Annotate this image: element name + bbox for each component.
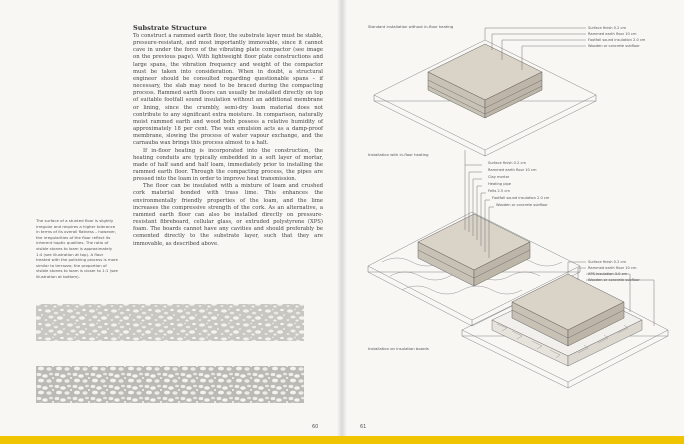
section-heading: Substrate Structure [133,24,207,32]
paragraph-3: The floor can be insulated with a mixture of loam and crushed cork material bonded with trass lime. This enhances the environmentally friendly properties of the loam, and the lime increases the compressive strength of the cork. As an alternative, a rammed earth floor can also be installed directly on pressure-resistant fibreboard, cellular glass, or extruded polystyrene (XPS) foam. The boards cannot have any cavities and should preferably be cemented directly to the substrate layer, such that they are immovable, as described above. [133,183,323,247]
side-note: The surface of a stunted floor is slightly irregular and requires a higher tolerance in terms of its overall flatness – however, the irregularities of the floor reflect its inherent haptic qualities. The ratio of visible stones to loam is approximately 1:4 (see illustration at top). A floor treated with the polishing process is more similar to terrazzo; the proportion of visible stones to loam is closer to 1:1 (see illustration at bottom). [36,218,118,279]
rough-floor-texture [36,304,304,341]
label-d2-2: Rammed earth floor 10 cm [488,168,537,172]
label-d3-2: Rammed earth floor 10 cm [588,266,637,270]
label-d1-3: Footfall sound insulation 2.0 cm [588,38,646,42]
label-d2-4: Heating pipe [488,182,511,186]
label-d2-6: Footfall sound insulation 2.0 cm [492,196,550,200]
label-d2-3: Clay mortar [488,175,510,179]
page-number-right: 61 [360,424,367,430]
caption-diagram-2: Installation with in-floor heating [368,152,429,157]
label-d3-1: Surface finish 0.2 cm [588,260,626,264]
floor-texture-illustrations [0,0,342,436]
left-page [0,0,342,436]
right-page [342,0,684,436]
label-d3-3: XPS insulation 3.0 cm [588,272,628,276]
label-d2-5: Felts 2.5 cm [488,189,510,193]
book-gutter [337,0,347,436]
label-d1-2: Rammed earth floor 10 cm [588,32,637,36]
label-d2-1: Surface finish 0.2 cm [488,161,526,165]
polished-floor-texture [36,366,304,403]
label-d3-4: Wooden or concrete subfloor [588,278,640,282]
paragraph-1: To construct a rammed earth floor, the substrate layer must be stable, pressure-resistant, and most importantly immovable, since it cannot cave in under the force of the vibrating plate compactor (see image on the previous page). With lightweight floor plate constructions and large spans, the vibration frequency and weight of the compactor must be taken into consideration. When in doubt, a structural engineer should be consulted regarding questionable spans – if necessary, the slab may need to be braced during the compacting process. Rammed earth floors can usually be installed directly on top of suitable footfall sound insulation without an additional membrane or lining, since the crumbly, semi-dry loam material does not contribute to any significant extra moisture. In comparison, naturally moist rammed earth and wood both possess a relative humidity of approximately 18 per cent. The wax emulsion acts as a damp-proof membrane, slowing the process of water vapour exchange, and the carnauba wax brings this process almost to a halt. [133,33,323,147]
label-d2-7: Wooden or concrete subfloor [496,203,548,207]
caption-diagram-3: Installation on insulation boards [368,346,429,351]
diagram-standard [374,28,596,156]
accent-band [0,436,684,444]
paragraph-2: If in-floor heating is incorporated into the construction, the heating conduits are typically embedded in a soft layer of mortar, made of half sand and half loam, immediately prior to installing the rammed earth floor. Through the compacting process, the pipes are pressed into the loam in order to improve heat transmission. [133,147,323,183]
layer-diagrams [342,0,684,436]
caption-diagram-1: Standard installation without in-floor heating [368,24,454,29]
label-d1-4: Wooden or concrete subfloor [588,44,640,48]
page-number-left: 60 [312,424,319,430]
label-d1-1: Surface finish 0.2 cm [588,26,626,30]
